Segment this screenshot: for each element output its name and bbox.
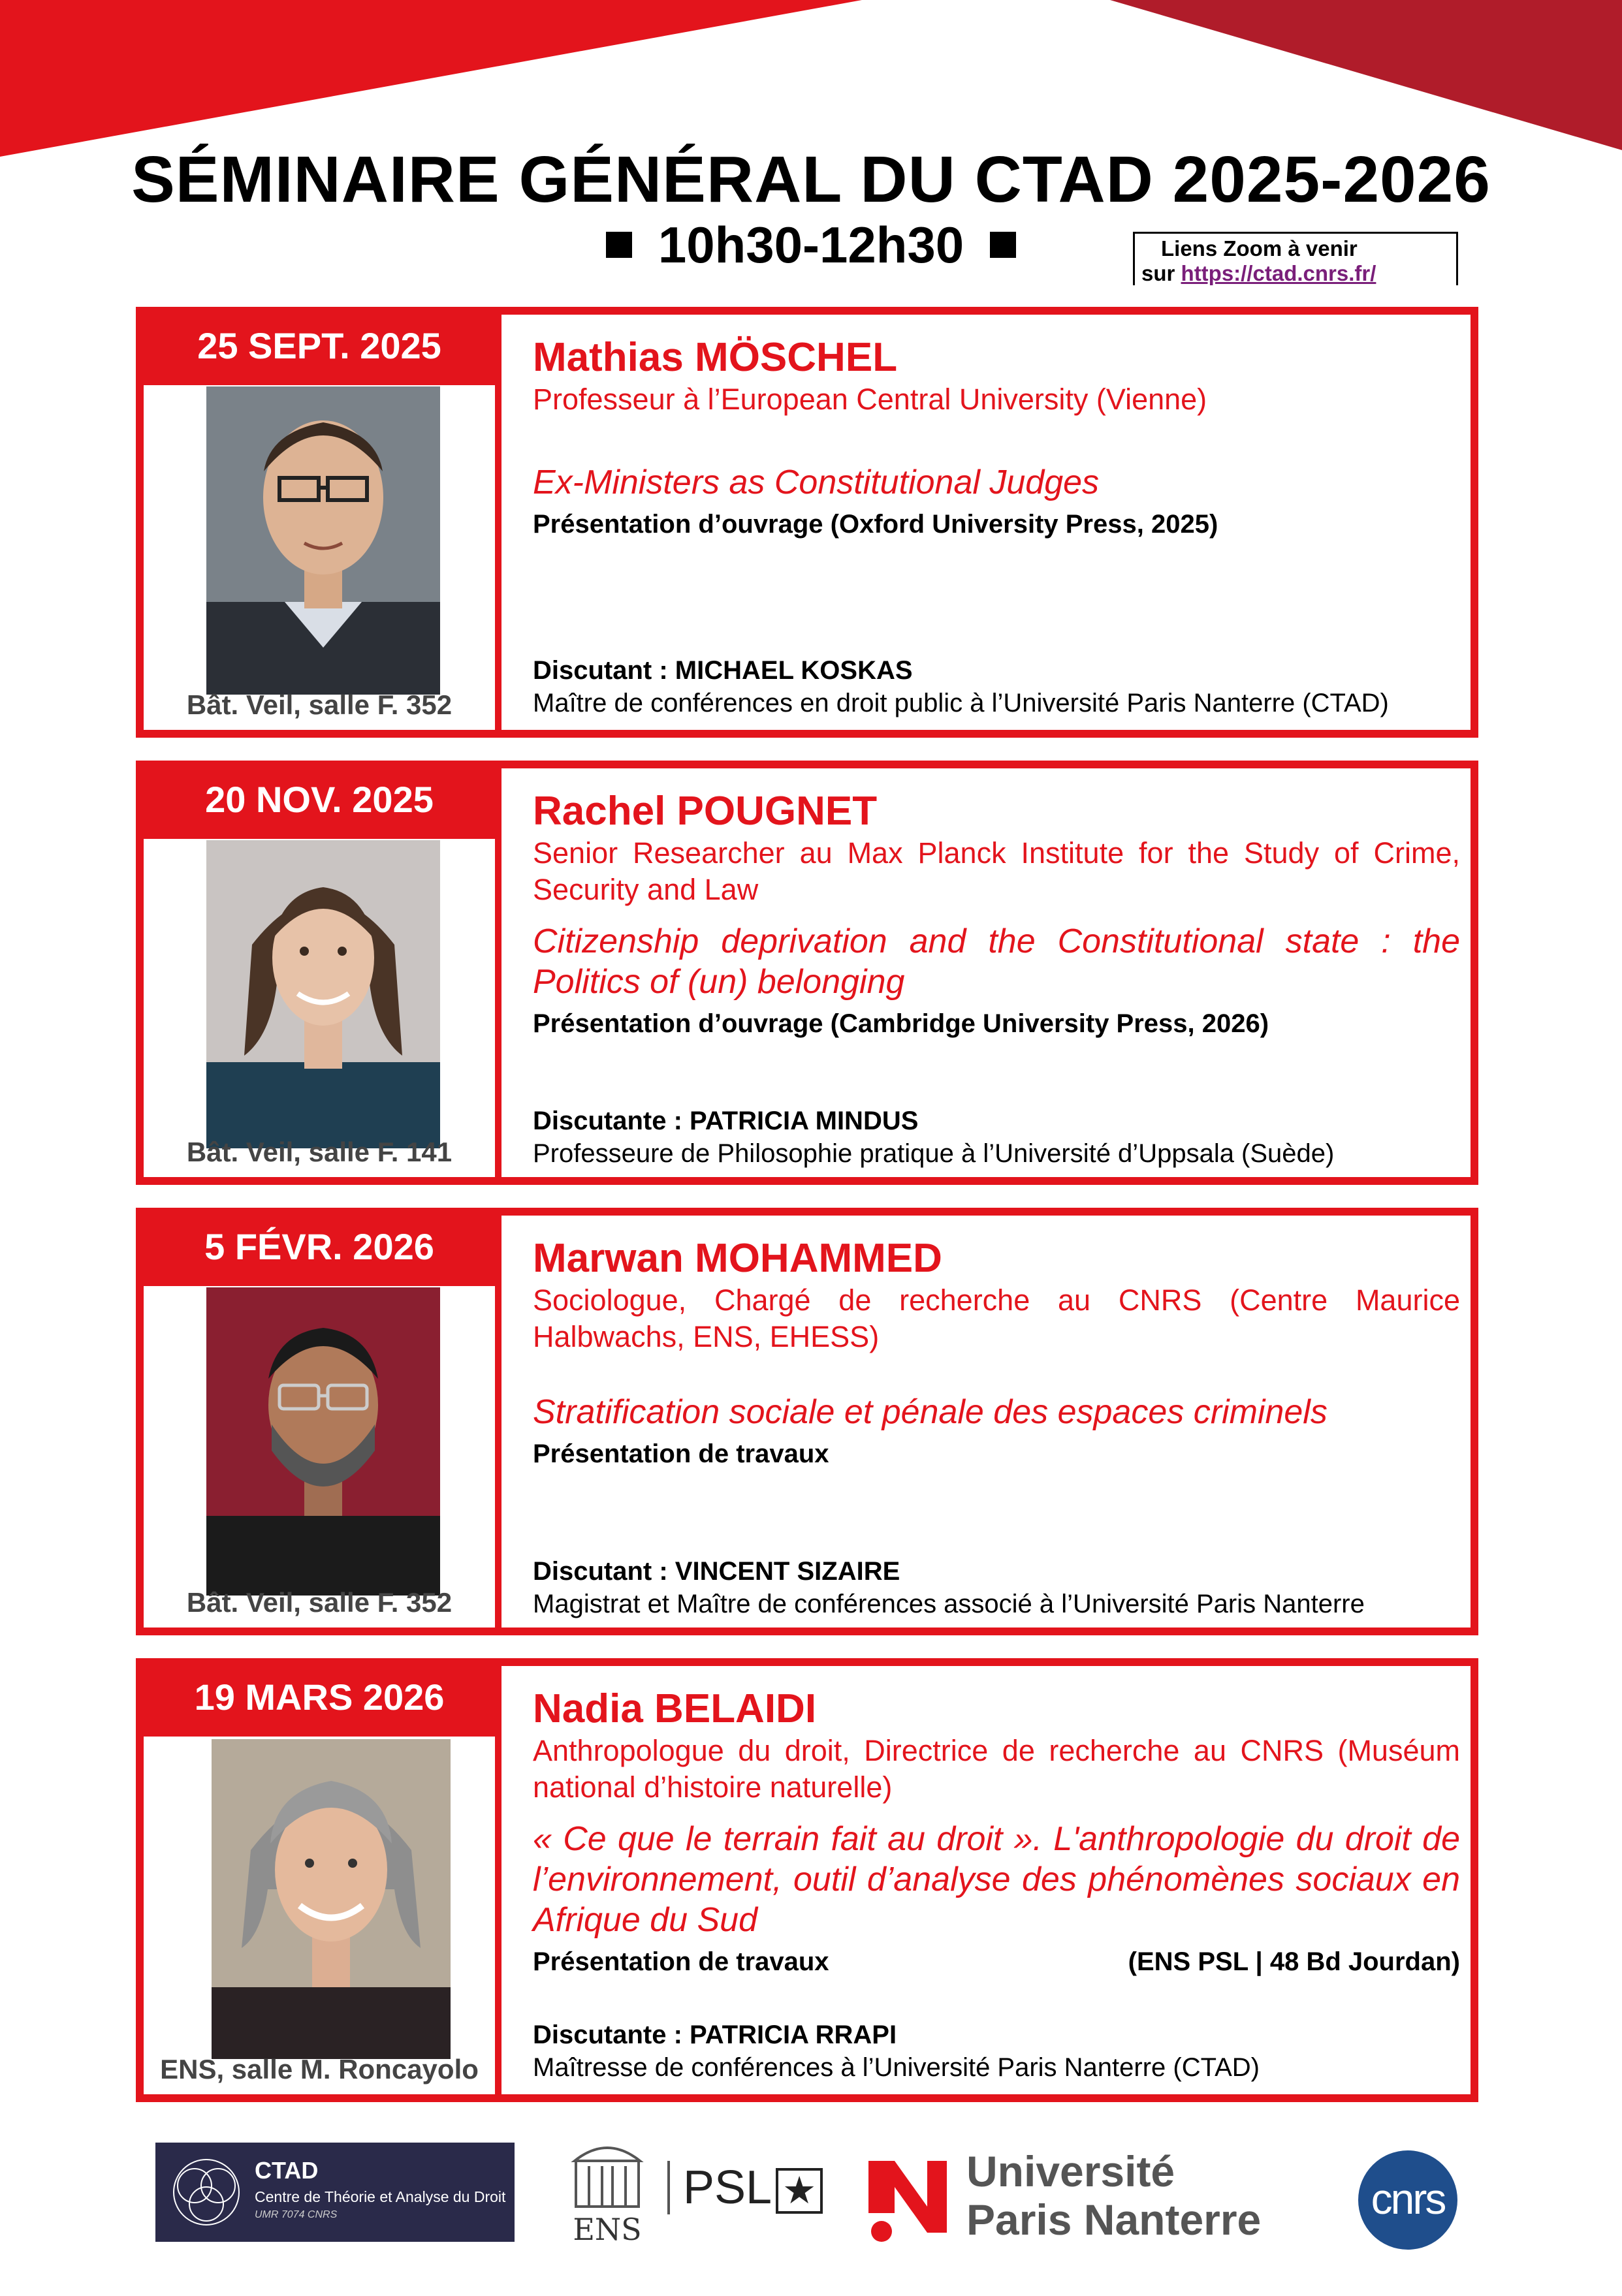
session-card xyxy=(136,761,1478,1185)
ctad-logo xyxy=(155,2143,515,2242)
session-sidebar xyxy=(144,315,501,730)
session-details xyxy=(533,1235,1460,1470)
session-date: 5 FÉVR. 2026 xyxy=(144,1216,495,1286)
partner-logos xyxy=(0,2135,1622,2265)
session-room: Bât. Veil, salle F. 141 xyxy=(186,1137,453,1167)
discussant-name: Discutante : PATRICIA RRAPI xyxy=(533,2021,897,2049)
session-date: 20 NOV. 2025 xyxy=(144,768,495,839)
presentation-type: Présentation de travaux xyxy=(533,1439,829,1468)
discussant-role: Professeure de Philosophie pratique à l’Université d’Uppsala (Suède) xyxy=(533,1139,1335,1168)
nanterre-n-icon xyxy=(868,2148,953,2246)
ctad-logo-umr: UMR 7074 CNRS xyxy=(255,2209,338,2220)
session-card xyxy=(136,1658,1478,2102)
discussant-block xyxy=(533,654,1460,719)
speaker-photo xyxy=(206,840,440,1148)
upn-logo-line2: Paris Nanterre xyxy=(966,2195,1262,2244)
square-bullet-icon xyxy=(990,232,1016,258)
discussant-block xyxy=(533,1105,1460,1170)
presentation-type-text: Présentation de travaux xyxy=(533,1947,829,1976)
universite-paris-nanterre-logo xyxy=(868,2148,1280,2246)
discussant-name: Discutant : MICHAEL KOSKAS xyxy=(533,656,913,685)
discussant-name: Discutant : VINCENT SIZAIRE xyxy=(533,1557,900,1586)
discussant-name: Discutante : PATRICIA MINDUS xyxy=(533,1107,919,1135)
ctad-emblem-icon xyxy=(168,2154,244,2230)
speaker-name: Nadia BELAIDI xyxy=(533,1686,817,1731)
zoom-notice-text: Liens Zoom à venir xyxy=(1161,236,1358,260)
upn-logo-line1: Université xyxy=(966,2147,1175,2195)
ctad-logo-title: CTAD xyxy=(255,2157,319,2184)
session-room: Bât. Veil, salle F. 352 xyxy=(186,689,453,720)
session-date: 19 MARS 2026 xyxy=(144,1666,495,1737)
cnrs-logo: cnrs xyxy=(1358,2150,1457,2250)
session-sidebar xyxy=(144,768,501,1177)
session-details xyxy=(533,334,1460,541)
work-title: Stratification sociale et pénale des espaces criminels xyxy=(533,1393,1328,1431)
work-title: Citizenship deprivation and the Constitutional state : the Politics of (un) belonging xyxy=(533,922,1460,1001)
ctad-logo-subtitle: Centre de Théorie et Analyse du Droit xyxy=(255,2188,506,2205)
work-title: « Ce que le terrain fait au droit ». L'anthropologie du droit de l’environnement, outil d’analyse des phénomènes sociaux en Afrique du Sud xyxy=(533,1820,1460,1939)
page-title: SÉMINAIRE GÉNÉRAL DU CTAD 2025-2026 xyxy=(131,143,1491,216)
psl-logo-label: PSL xyxy=(683,2162,772,2214)
psl-logo xyxy=(667,2161,823,2214)
discussant-block xyxy=(533,1555,1460,1620)
speaker-affiliation: Anthropologue du droit, Directrice de recherche au CNRS (Muséum national d’histoire naturelle) xyxy=(533,1734,1460,1804)
session-date: 25 SEPT. 2025 xyxy=(144,315,495,385)
session-room: ENS, salle M. Roncayolo xyxy=(160,2054,479,2084)
discussant-role: Magistrat et Maître de conférences associé à l’Université Paris Nanterre xyxy=(533,1590,1365,1618)
session-room: Bât. Veil, salle F. 352 xyxy=(186,1587,453,1618)
speaker-affiliation: Sociologue, Chargé de recherche au CNRS (Centre Maurice Halbwachs, ENS, EHESS) xyxy=(533,1283,1460,1353)
session-card xyxy=(136,1208,1478,1635)
speaker-affiliation: Senior Researcher au Max Planck Institute for the Study of Crime, Security and Law xyxy=(533,836,1460,906)
session-sidebar xyxy=(144,1216,501,1628)
discussant-role: Maîtresse de conférences à l’Université Paris Nanterre (CTAD) xyxy=(533,2053,1260,2082)
zoom-notice xyxy=(1133,232,1458,285)
discussant-block xyxy=(533,2019,1460,2084)
square-bullet-icon xyxy=(606,232,632,258)
zoom-link[interactable]: https://ctad.cnrs.fr/ xyxy=(1181,261,1376,285)
session-details xyxy=(533,788,1460,1040)
ens-logo-label: ENS xyxy=(573,2212,642,2247)
time-text: 10h30-12h30 xyxy=(658,216,964,274)
speaker-photo xyxy=(206,386,440,695)
work-title: Ex-Ministers as Constitutional Judges xyxy=(533,464,1100,501)
speaker-name: Marwan MOHAMMED xyxy=(533,1236,942,1281)
speaker-photo xyxy=(206,1287,440,1596)
speaker-name: Rachel POUGNET xyxy=(533,789,878,834)
header-corner-decoration xyxy=(0,0,1622,157)
ens-building-icon xyxy=(562,2135,653,2212)
speaker-photo xyxy=(212,1739,451,2059)
session-venue: (ENS PSL | 48 Bd Jourdan) xyxy=(1128,1947,1460,1976)
session-details xyxy=(533,1686,1460,1978)
zoom-prefix: sur xyxy=(1141,261,1181,285)
star-icon: ★ xyxy=(776,2168,823,2214)
discussant-role: Maître de conférences en droit public à l’Université Paris Nanterre (CTAD) xyxy=(533,689,1389,717)
speaker-name: Mathias MÖSCHEL xyxy=(533,335,898,380)
presentation-type: Présentation d’ouvrage (Cambridge University Press, 2026) xyxy=(533,1009,1269,1038)
session-sidebar xyxy=(144,1666,501,2094)
ens-logo xyxy=(562,2135,653,2252)
speaker-affiliation: Professeur à l’European Central University (Vienne) xyxy=(533,383,1207,416)
presentation-type: Présentation d’ouvrage (Oxford University Press, 2025) xyxy=(533,510,1218,539)
session-card xyxy=(136,307,1478,738)
presentation-type xyxy=(533,1945,1460,1978)
